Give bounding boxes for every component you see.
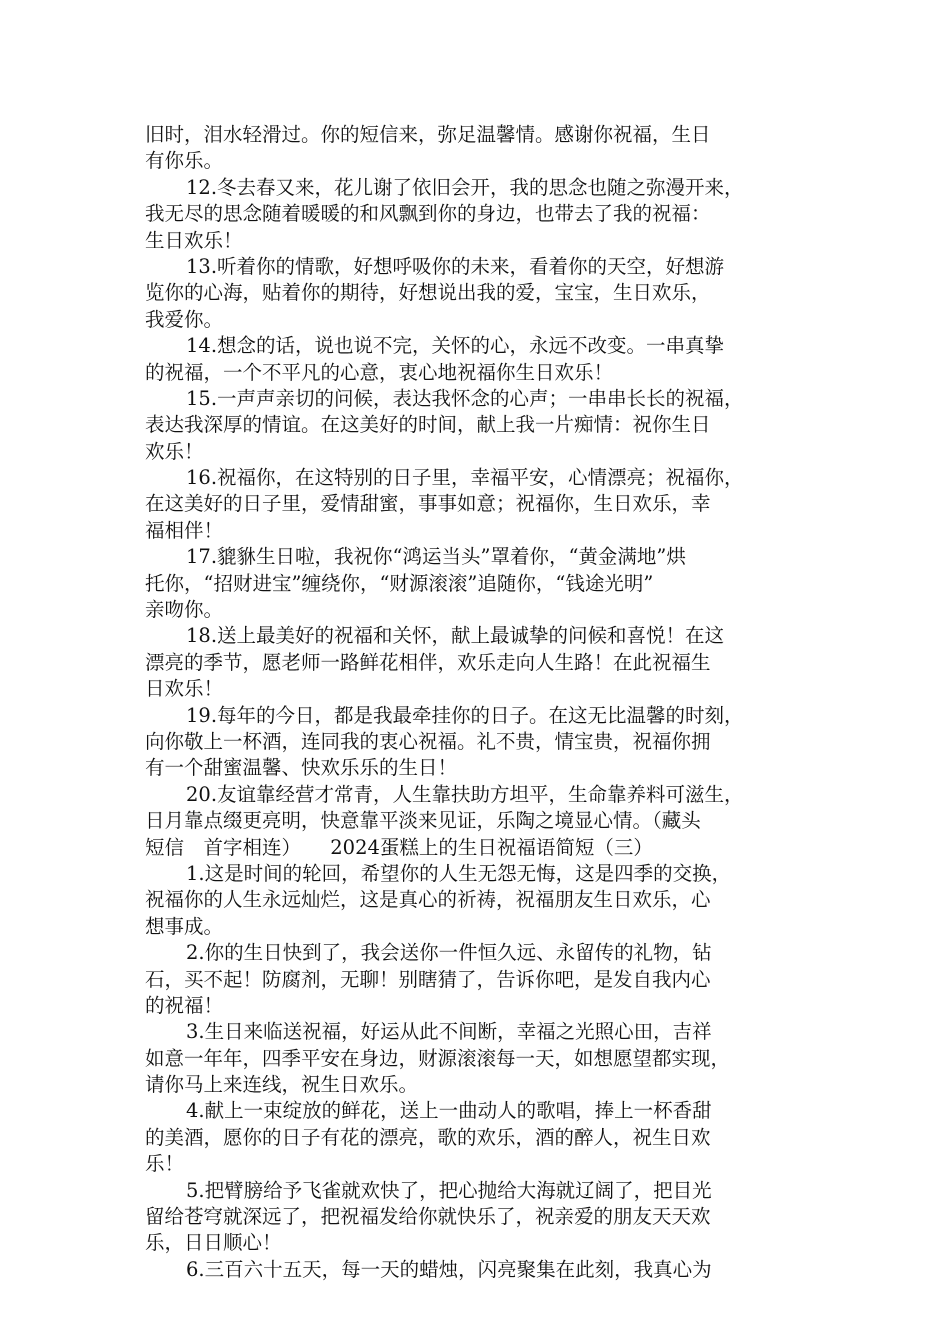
paragraph-first-line: 18.送上最美好的祝福和关怀，献上最诚挚的问候和喜悦！在这 [186,624,725,648]
paragraph-line: 的美酒，愿你的日子有花的漂亮，歌的欢乐，酒的醉人，祝生日欢 [145,1125,711,1149]
paragraph-first-line: 20.友谊靠经营才常青，人生靠扶助方坦平，生命靠养料可滋生， [186,782,744,806]
paragraph-first-line: 17.貔貅生日啦，我祝你“鸿运当头”罩着你，“黄金满地”烘 [186,545,686,569]
paragraph-line: 留给苍穹就深远了，把祝福发给你就快乐了，祝亲爱的朋友天天欢 [145,1205,711,1229]
paragraph-line: 亲吻你。 [145,598,224,622]
paragraph-line: 生日欢乐！ [145,228,243,252]
paragraph-line: 的祝福，一个不平凡的心意，衷心地祝福你生日欢乐！ [145,360,614,384]
paragraph-first-line: 1.这是时间的轮回，希望你的人生无怨无悔，这是四季的交换， [186,861,732,885]
paragraph-first-line: 12.冬去春又来，花儿谢了依旧会开，我的思念也随之弥漫开来， [186,175,744,199]
paragraph-line: 乐，日日顺心！ [145,1231,282,1255]
paragraph-first-line: 15.一声声亲切的问候，表达我怀念的心声；一串串长长的祝福， [186,386,744,410]
paragraph-line: 的祝福！ [145,993,224,1017]
paragraph-line: 日月靠点缀更亮明，快意靠平淡来见证，乐陶之境显心情。（藏头 [145,809,701,833]
paragraph-line: 如意一年年，四季平安在身边，财源滚滚每一天，如想愿望都实现， [145,1046,731,1070]
paragraph-line: 欢乐！ [145,439,204,463]
paragraph-first-line: 3.生日来临送祝福，好运从此不间断，幸福之光照心田，吉祥 [186,1020,712,1044]
paragraph-first-line: 2.你的生日快到了，我会送你一件恒久远、永留传的礼物，钻 [186,941,712,965]
paragraph-line: 旧时，泪水轻滑过。你的短信来，弥足温馨情。感谢你祝福，生日 [145,123,711,146]
paragraph-first-line: 5.把臂膀给予飞雀就欢快了，把心抛给大海就辽阔了，把目光 [186,1178,712,1202]
paragraph-line: 祝福你的人生永远灿烂，这是真心的祈祷，祝福朋友生日欢乐，心 [145,888,711,912]
paragraph-line: 向你敬上一杯酒，连同我的衷心祝福。礼不贵，情宝贵，祝福你拥 [145,729,711,753]
paragraph-line: 想事成。 [145,914,224,938]
paragraph-first-line: 14.想念的话，说也说不完，关怀的心，永远不改变。一串真挚 [186,334,725,358]
paragraph-first-line: 19.每年的今日，都是我最牵挂你的日子。在这无比温馨的时刻， [186,703,744,727]
paragraph-line: 漂亮的季节，愿老师一路鲜花相伴，欢乐走向人生路！在此祝福生 [145,650,711,674]
paragraph-line: 请你马上来连线，祝生日欢乐。 [145,1073,419,1097]
paragraph-line: 日欢乐！ [145,677,224,701]
paragraph-line: 表达我深厚的情谊。在这美好的时间，献上我一片痴情：祝你生日 [145,413,711,437]
paragraph-line: 石，买不起！防腐剂，无聊！别瞎猜了，告诉你吧，是发自我内心 [145,967,711,991]
document-page [145,122,810,1283]
paragraph-first-line: 16.祝福你，在这特别的日子里，幸福平安，心情漂亮；祝福你， [186,466,744,490]
paragraph-line: 福相伴！ [145,518,224,542]
paragraph-line: 乐！ [145,1152,185,1176]
paragraph-line: 有一个甜蜜温馨、快欢乐乐的生日！ [145,756,458,780]
paragraph-line: 在这美好的日子里，爱情甜蜜，事事如意；祝福你，生日欢乐，幸 [145,492,711,516]
paragraph-line: 有你乐。 [145,149,224,173]
paragraph-first-line: 6.三百六十五天，每一天的蜡烛，闪亮聚集在此刻，我真心为 [186,1257,712,1281]
paragraph-line: 短信 首字相连） 2024蛋糕上的生日祝福语简短（三） [145,835,653,859]
paragraph-line: 托你，“招财进宝”缠绕你，“财源滚滚”追随你，“钱途光明” [145,571,654,595]
paragraph-first-line: 4.献上一束绽放的鲜花，送上一曲动人的歌唱，捧上一杯香甜 [186,1099,712,1123]
paragraph-line: 览你的心海，贴着你的期待，好想说出我的爱，宝宝，生日欢乐， [145,281,711,305]
paragraph-first-line: 13.听着你的情歌，好想呼吸你的未来，看着你的天空，好想游 [186,254,725,278]
paragraph-line: 我无尽的思念随着暖暖的和风飘到你的身边，也带去了我的祝福： [145,202,711,226]
paragraph-line: 我爱你。 [145,307,224,331]
